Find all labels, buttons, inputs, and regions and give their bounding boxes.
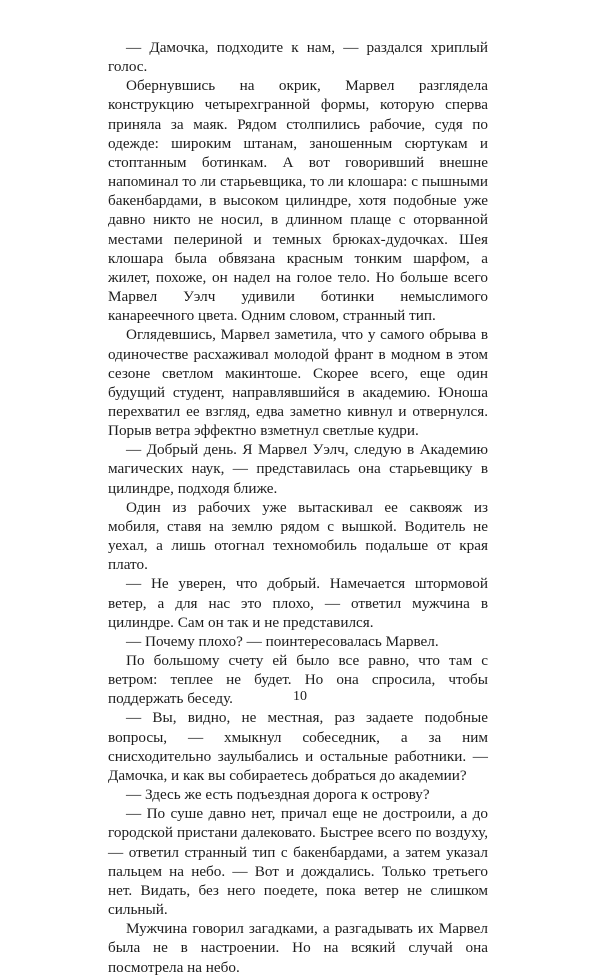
paragraph-11: — По суше давно нет, причал еще не достроили, а до городской пристани далековато. Быстрее всего по воздуху, — ответил странный тип с бакенбардами, а затем указал пальцем на небо. — Вот и дождались. Только третьего нет. Видать, без него поедете, пока ветер не слишком сильный.: [108, 805, 488, 919]
paragraph-5: Один из рабочих уже вытаскивал ее саквояж из мобиля, ставя на землю рядом с вышкой. Водитель не уехал, а лишь отогнал техномобиль подальше от края плато.: [108, 498, 488, 574]
body-text: [108, 38, 488, 977]
paragraph-7: — Почему плохо? — поинтересовалась Марвел.: [126, 632, 439, 650]
paragraph-10: — Здесь же есть подъездная дорога к острову?: [126, 786, 430, 804]
paragraph-9: — Вы, видно, не местная, раз задаете подобные вопросы, — хмыкнул собеседник, а за ним снисходительно заулыбались и остальные работники. — Дамочка, и как вы собираетесь добраться до академии?: [108, 709, 488, 784]
paragraph-8: По большому счету ей было все равно, что там с ветром: теплее не будет. Но она спросила, чтобы поддержать беседу.: [108, 652, 488, 708]
paragraph-12: Мужчина говорил загадками, а разгадывать их Марвел была не в настроении. Но на всякий случай она посмотрела на небо.: [108, 920, 488, 976]
paragraph-4: — Добрый день. Я Марвел Уэлч, следую в Академию магических наук, — представилась она старьевщику в цилиндре, подходя ближе.: [108, 441, 488, 497]
paragraph-1: — Дамочка, подходите к нам, — раздался хриплый голос.: [108, 39, 488, 76]
paragraph-3: Оглядевшись, Марвел заметила, что у самого обрыва в одиночестве расхаживал молодой франт в модном в этом сезоне светлом макинтоше. Скорее всего, еще один будущий студент, направлявшийся в академию. Юноша перехватил ее взгляд, едва заметно кивнул и отвернулся. Порыв ветра эффектно взметнул светлые кудри.: [108, 326, 488, 440]
paragraph-6: — Не уверен, что добрый. Намечается штормовой ветер, а для нас это плохо, — ответил мужчина в цилиндре. Сам он так и не представился.: [108, 575, 488, 631]
paragraph-2: Обернувшись на окрик, Марвел разглядела конструкцию четырехгранной формы, которую сперва приняла за маяк. Рядом столпились рабочие, судя по одежде: широким штанам, заношенным сюртукам и стоптанным ботинкам. А вот говоривший внешне напоминал то ли старьевщика, то ли клошара: с пышными бакенбардами, в высоком цилиндре, хотя подобные уже давно никто не носил, в длинном плаще с оторванной местами пелериной и темных брюках-дудочках. Шея клошара была обвязана красным тонким шарфом, а жилет, похоже, он надел на голое тело. Но больше всего Марвел Уэлч удивили ботинки немыслимого канареечного цвета. Одним словом, странный тип.: [108, 77, 488, 325]
page-number: 10: [293, 689, 307, 704]
